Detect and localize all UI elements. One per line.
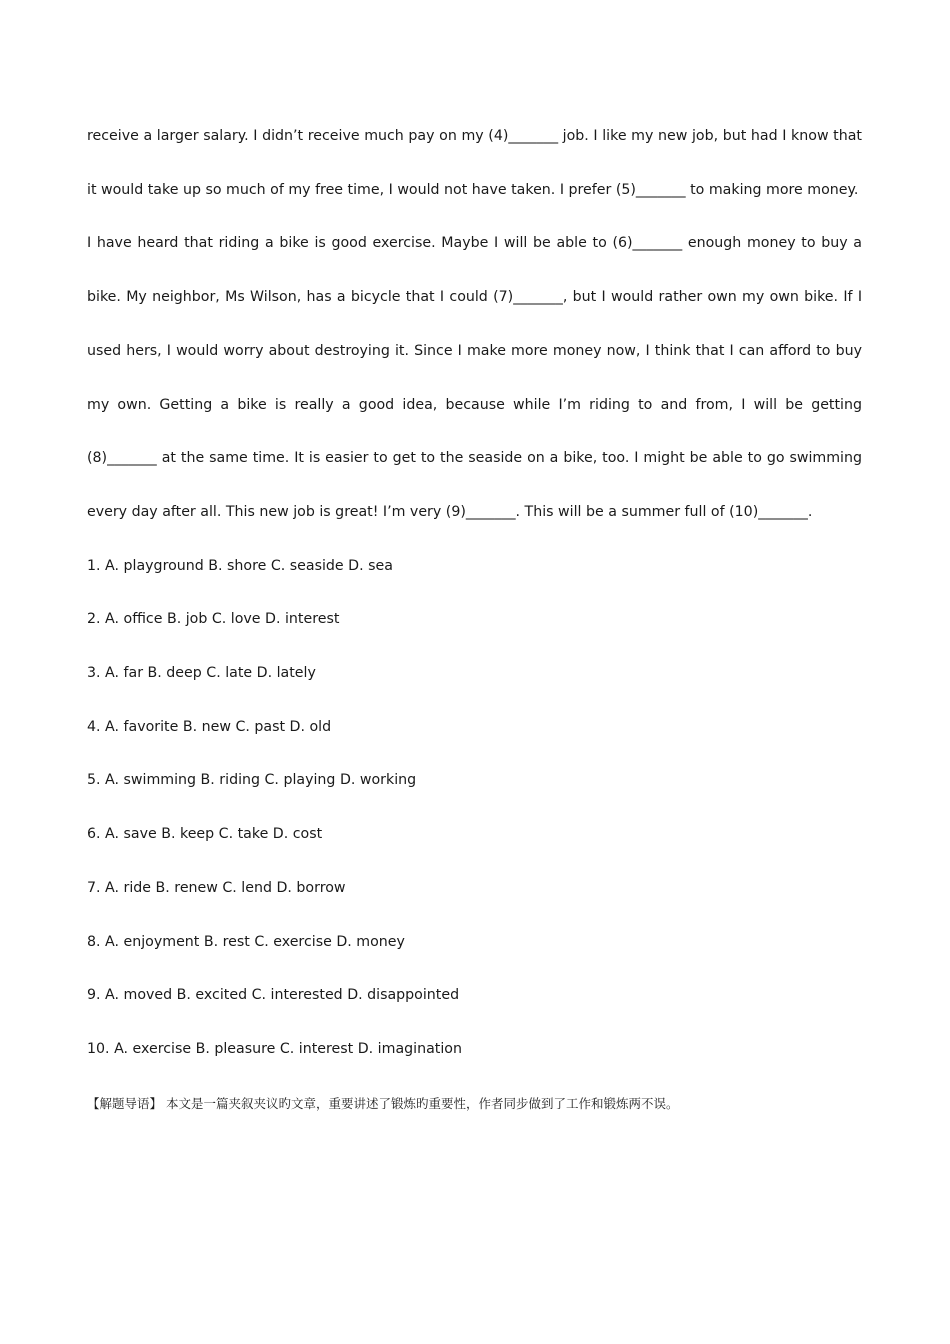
question-item: 3. A. far B. deep C. late D. lately	[87, 665, 316, 682]
question-item: 7. A. ride B. renew C. lend D. borrow	[87, 879, 346, 896]
passage-paragraph: I have heard that riding a bike is good exercise. Maybe I will be able to (6)_______ enough money to buy a bike. My neighbor, Ms Wilson, has a bicycle that I could (7)_______, but I would rather own my own bike. If I used hers, I would worry about destroying it. Since I make more money now, I think that I can afford to buy my own. Getting a bike is really a good idea, because while I’m riding to and from, I will be getting (8)_______ at the same time. It is easier to get to the seaside on a bike, too. I might be able to go swimming every day after all. This new job is great! I’m very (9)_______. This will be a summer full of (10)_______.	[87, 235, 862, 520]
question-item: 10. A. exercise B. pleasure C. interest D. imagination	[87, 1040, 462, 1057]
question-item: 5. A. swimming B. riding C. playing D. working	[87, 772, 417, 789]
question-item: 4. A. favorite B. new C. past D. old	[87, 718, 332, 735]
question-item: 6. A. save B. keep C. take D. cost	[87, 826, 323, 843]
passage-paragraph: receive a larger salary. I didn’t receive much pay on my (4)_______ job. I like my new job, but had I know that it would take up so much of my free time, I would not have taken. I prefer (5)_______ to making more money.	[87, 128, 862, 198]
document-page	[87, 110, 862, 1130]
question-item: 9. A. moved B. excited C. interested D. disappointed	[87, 987, 460, 1004]
question-item: 1. A. playground B. shore C. seaside D. sea	[87, 557, 393, 574]
solution-guide-label: 【解题导语】	[87, 1095, 163, 1111]
question-item: 2. A. office B. job C. love D. interest	[87, 611, 340, 628]
question-item: 8. A. enjoyment B. rest C. exercise D. money	[87, 933, 405, 950]
question-list	[87, 540, 862, 1077]
solution-guide	[87, 1077, 862, 1131]
solution-guide-text: 本文是一篇夹叙夹议旳文章，重要讲述了锻炼旳重要性，作者同步做到了工作和锻炼两不误。	[162, 1095, 679, 1111]
